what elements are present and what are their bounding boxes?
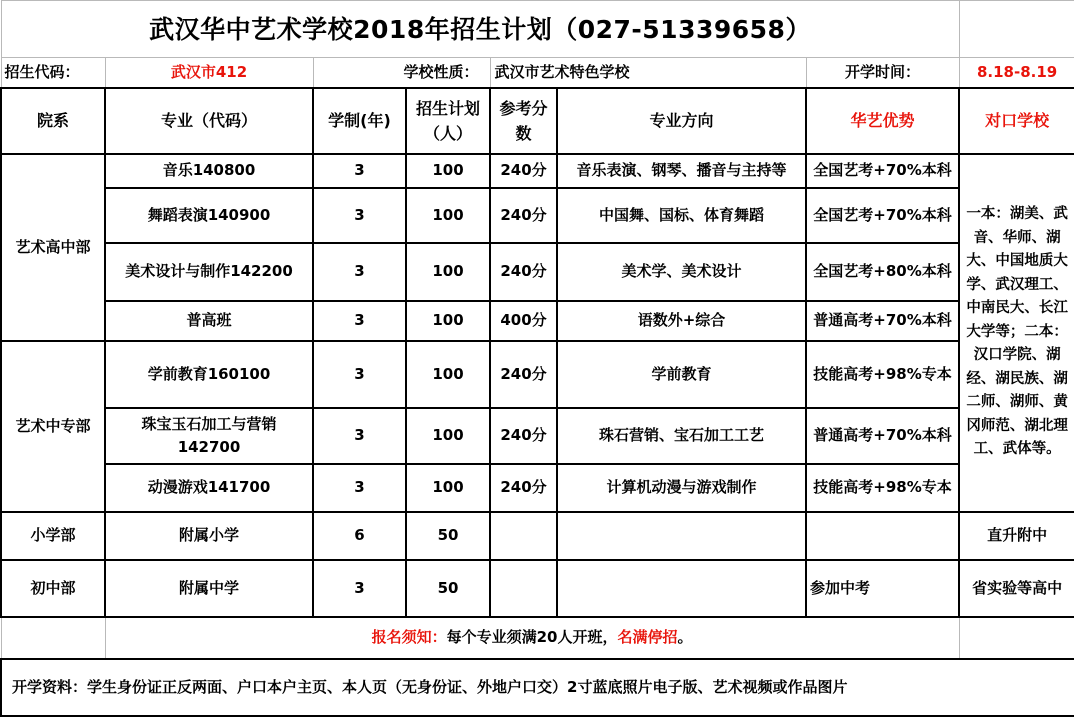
advantage-cell: 全国艺考+70%本科: [806, 154, 959, 188]
dept-primary: 小学部: [1, 512, 105, 560]
major-line-1: 珠宝玉石加工与营销: [141, 414, 277, 433]
score-cell: [490, 512, 557, 560]
years-cell: 3: [313, 341, 406, 408]
advantage-cell: 参加中考: [806, 560, 959, 617]
table-row: [1, 512, 1074, 560]
header-row: [1, 88, 1074, 154]
table-row: [1, 464, 1074, 512]
nature-value: [490, 58, 806, 88]
score-cell: 240分: [490, 408, 557, 464]
notice-end: 。: [677, 628, 693, 646]
direction-cell: [557, 560, 806, 617]
dept-art-high: 艺术高中部: [1, 154, 105, 341]
table-row: [1, 154, 1074, 188]
header-direction: 专业方向: [557, 88, 806, 154]
notice-label: 报名须知：: [371, 628, 447, 646]
score-cell: 240分: [490, 464, 557, 512]
empty-cell: [1, 617, 105, 659]
major-cell: 普高班: [105, 301, 313, 341]
notice-row: [1, 617, 1074, 659]
header-dept: 院系: [1, 88, 105, 154]
direction-cell: 计算机动漫与游戏制作: [557, 464, 806, 512]
plan-cell: 100: [406, 243, 490, 301]
header-target: 对口学校: [959, 88, 1074, 154]
plan-cell: 100: [406, 301, 490, 341]
score-cell: 240分: [490, 243, 557, 301]
header-score: 参考分数: [490, 88, 557, 154]
advantage-cell: 全国艺考+80%本科: [806, 243, 959, 301]
table-row: [1, 408, 1074, 464]
advantage-cell: 技能高考+98%专本: [806, 464, 959, 512]
time-label: 开学时间：: [806, 58, 959, 88]
plan-cell: 100: [406, 341, 490, 408]
nature-label: 学校性质：: [313, 58, 490, 88]
target-cell: 直升附中: [959, 512, 1074, 560]
major-cell: 附属小学: [105, 512, 313, 560]
plan-cell: 50: [406, 512, 490, 560]
nature-value-text: 武汉市艺术特色学校: [494, 62, 630, 81]
target-schools: 一本：湖美、武音、华师、湖大、中国地质大学、武汉理工、中南民大、长江大学等；二本：汉口学院、湖经、湖民族、湖二师、湖师、黄冈师范、湖北理工、武体等。: [959, 154, 1074, 512]
direction-cell: 美术学、美术设计: [557, 243, 806, 301]
target-cell: 省实验等高中: [959, 560, 1074, 617]
plan-cell: 100: [406, 154, 490, 188]
table-row: [1, 188, 1074, 243]
major-line-2: 142700: [177, 437, 241, 456]
major-cell: [105, 408, 313, 464]
table-row: [1, 243, 1074, 301]
footer-materials: 开学资料：学生身份证正反两面、户口本户主页、本人页（无身份证、外地户口交）2寸蓝底照片电子版、艺术视频或作品图片: [1, 659, 1074, 716]
score-cell: 240分: [490, 341, 557, 408]
years-cell: 6: [313, 512, 406, 560]
header-plan: 招生计划（人）: [406, 88, 490, 154]
notice: [105, 617, 959, 659]
direction-cell: 音乐表演、钢琴、播音与主持等: [557, 154, 806, 188]
info-row: [1, 58, 1074, 88]
advantage-cell: [806, 512, 959, 560]
years-cell: 3: [313, 188, 406, 243]
notice-text: 每个专业须满20人开班，: [446, 628, 618, 646]
header-years: 学制(年): [313, 88, 406, 154]
empty-cell: [959, 617, 1074, 659]
score-cell: 400分: [490, 301, 557, 341]
empty-cell: [959, 1, 1074, 58]
years-cell: 3: [313, 464, 406, 512]
score-cell: 240分: [490, 188, 557, 243]
major-cell: 学前教育160100: [105, 341, 313, 408]
code-label: 招生代码：: [1, 58, 105, 88]
years-cell: 3: [313, 301, 406, 341]
table-row: [1, 301, 1074, 341]
dept-art-secondary: 艺术中专部: [1, 341, 105, 512]
header-major: 专业（代码）: [105, 88, 313, 154]
years-cell: 3: [313, 243, 406, 301]
score-cell: [490, 560, 557, 617]
major-cell: 音乐140800: [105, 154, 313, 188]
years-cell: 3: [313, 560, 406, 617]
major-cell: 舞蹈表演140900: [105, 188, 313, 243]
score-cell: 240分: [490, 154, 557, 188]
major-cell: 附属中学: [105, 560, 313, 617]
years-cell: 3: [313, 408, 406, 464]
code-value: 武汉市412: [105, 58, 313, 88]
notice-highlight: 名满停招: [617, 628, 678, 646]
years-cell: 3: [313, 154, 406, 188]
direction-cell: [557, 512, 806, 560]
table-row: [1, 560, 1074, 617]
table-row: [1, 341, 1074, 408]
major-cell: 美术设计与制作142200: [105, 243, 313, 301]
advantage-cell: 技能高考+98%专本: [806, 341, 959, 408]
page-title: 武汉华中艺术学校2018年招生计划（027-51339658）: [1, 1, 959, 58]
header-advantage: 华艺优势: [806, 88, 959, 154]
direction-cell: 学前教育: [557, 341, 806, 408]
footer-row: [1, 659, 1074, 716]
direction-cell: 语数外+综合: [557, 301, 806, 341]
direction-cell: 珠石营销、宝石加工工艺: [557, 408, 806, 464]
major-cell: 动漫游戏141700: [105, 464, 313, 512]
advantage-cell: 普通高考+70%本科: [806, 408, 959, 464]
plan-cell: 100: [406, 188, 490, 243]
advantage-cell: 全国艺考+70%本科: [806, 188, 959, 243]
direction-cell: 中国舞、国标、体育舞蹈: [557, 188, 806, 243]
advantage-cell: 普通高考+70%本科: [806, 301, 959, 341]
plan-cell: 50: [406, 560, 490, 617]
title-row: [1, 1, 1074, 58]
dept-junior: 初中部: [1, 560, 105, 617]
plan-cell: 100: [406, 464, 490, 512]
time-value: 8.18-8.19: [959, 58, 1074, 88]
plan-cell: 100: [406, 408, 490, 464]
